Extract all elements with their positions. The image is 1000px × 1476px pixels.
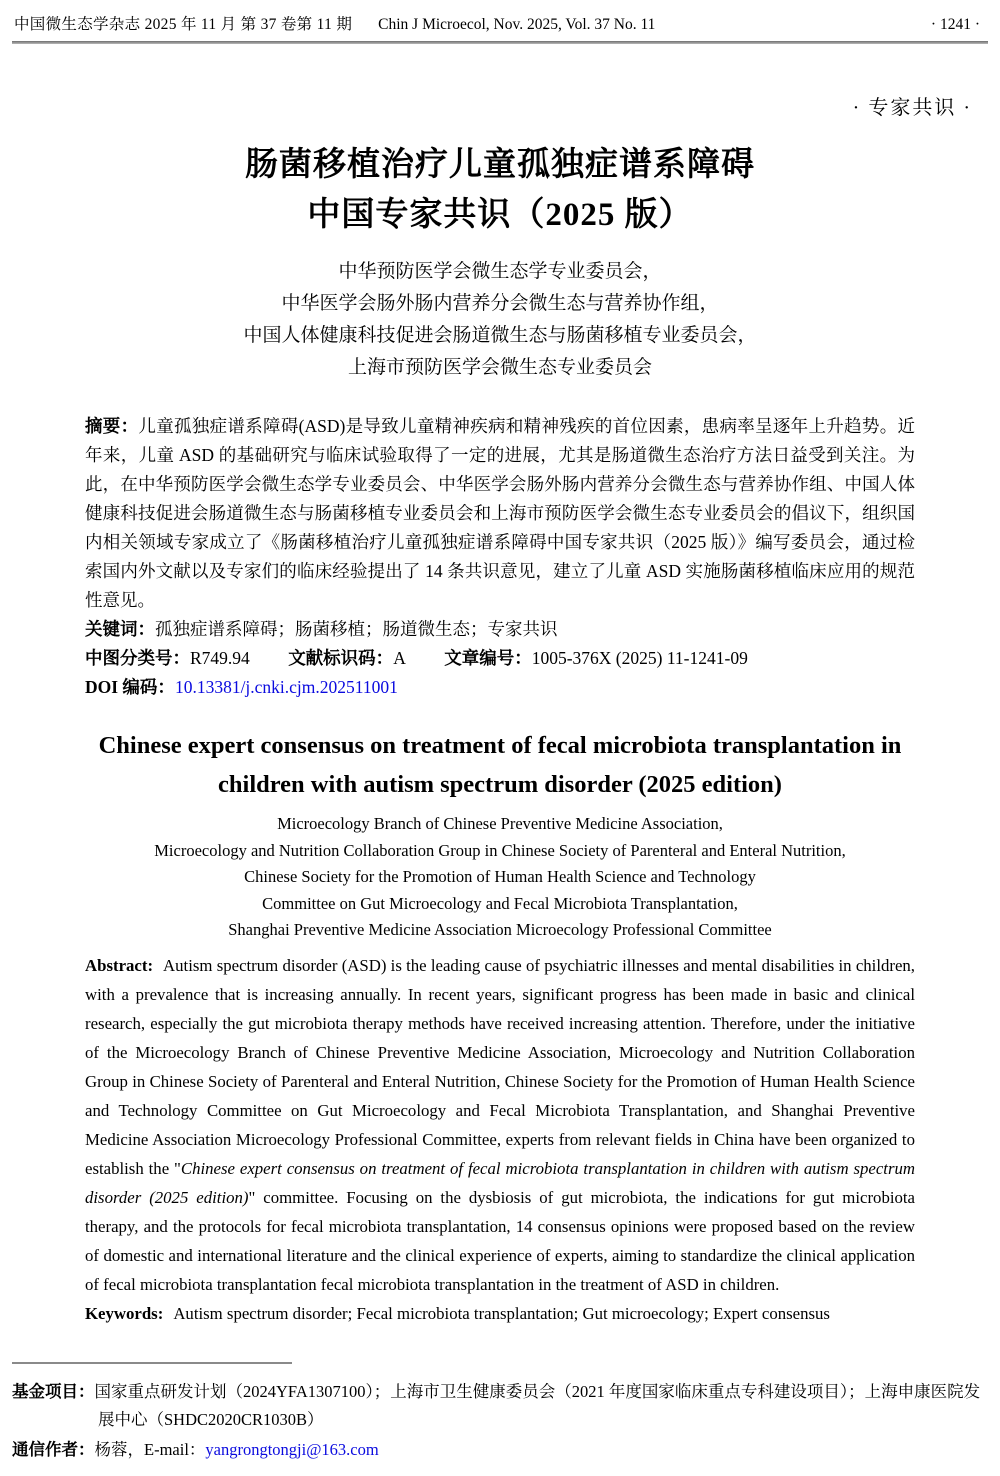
abstract-en-label: Abstract:: [85, 955, 154, 975]
article-title-cn: [0, 140, 1000, 240]
footnote-divider: [12, 1362, 292, 1364]
clc-value: R749.94: [190, 648, 250, 668]
corresponding-author-text: 杨蓉，E-mail：: [94, 1440, 206, 1459]
header-divider: [12, 41, 988, 44]
abstract-cn: [85, 412, 915, 615]
affiliation-cn-line: 中华预防医学会微生态学专业委员会，: [338, 261, 662, 282]
clc-label: 中图分类号：: [85, 648, 190, 668]
document-code-label: 文献标识码：: [288, 648, 394, 668]
affiliation-en-line: Microecology and Nutrition Collaboration Group in Chinese Society of Parenteral and Enteral Nutrition,: [154, 840, 846, 860]
journal-title-cn: 中国微生态学杂志 2025 年 11 月 第 37 卷第 11 期: [14, 16, 353, 33]
article-id-value: 1005-376X (2025) 11-1241-09: [531, 648, 748, 668]
corresponding-author-label: 通信作者：: [12, 1440, 95, 1459]
affiliation-cn-line: 上海市预防医学会微生态专业委员会: [347, 357, 652, 378]
article-title-cn-line2: 中国专家共识（2025 版）: [307, 197, 693, 233]
article-id: [444, 648, 748, 668]
footnote-block: [12, 1362, 988, 1464]
page-number: · 1241 ·: [930, 16, 980, 33]
article-id-label: 文章编号：: [444, 648, 532, 668]
doi-label: DOI 编码：: [85, 677, 175, 697]
keywords-cn: [85, 615, 915, 644]
doi-link[interactable]: 10.13381/j.cnki.cjm.202511001: [174, 677, 398, 697]
article-title-en-line2: children with autism spectrum disorder (2025 edition): [218, 771, 782, 798]
corresponding-author-email-link[interactable]: yangrongtongji@163.com: [205, 1440, 379, 1459]
abstract-cn-block: [85, 412, 915, 702]
affiliation-cn-line: 中国人体健康科技促进会肠道微生态与肠菌移植专业委员会，: [243, 325, 757, 346]
abstract-en-part2: " committee. Focusing on the dysbiosis of gut microbiota, the indications for gut microbiota therapy, and the protocols for fecal microbiota transplantation, 14 consensus opinions were proposed based on the review of domestic and international literature and the clinical experience of experts, aiming to standardize the clinical application of fecal microbiota transplantation fecal microbiota transplantation in the treatment of ASD in children.: [85, 1187, 916, 1294]
clc-number: [85, 648, 250, 668]
article-type-label: · 专家共识 ·: [852, 97, 972, 119]
keywords-en-text: Autism spectrum disorder; Fecal microbiota transplantation; Gut microecology; Expert consensus: [173, 1303, 830, 1323]
article-title-cn-line1: 肠菌移植治疗儿童孤独症谱系障碍: [245, 147, 755, 183]
article-title-en: [0, 726, 1000, 804]
abstract-cn-label: 摘要：: [85, 416, 139, 436]
affiliation-en-line: Shanghai Preventive Medicine Association Microecology Professional Committee: [228, 920, 772, 939]
keywords-cn-label: 关键词：: [85, 619, 155, 639]
affiliation-cn-line: 中华医学会肠外肠内营养分会微生态与营养协作组，: [281, 293, 719, 314]
document-code-value: A: [393, 648, 406, 668]
doi-line: [85, 673, 915, 702]
journal-header: [0, 0, 1000, 34]
corresponding-author-line: [12, 1436, 988, 1464]
fund-project-text: 国家重点研发计划（2024YFA1307100）；上海市卫生健康委员会（2021 年度国家临床重点专科建设项目）；上海申康医院发展中心（SHDC2020CR1030B）: [94, 1382, 981, 1429]
keywords-en: [85, 1299, 915, 1328]
journal-title-en: Chin J Microecol, Nov. 2025, Vol. 37 No. 11: [378, 16, 656, 33]
article-title-en-line1: Chinese expert consensus on treatment of fecal microbiota transplantation in: [98, 732, 902, 759]
meta-line: [85, 644, 915, 673]
affiliation-en-line: Microecology Branch of Chinese Preventive Medicine Association,: [277, 814, 723, 833]
keywords-en-label: Keywords:: [85, 1303, 164, 1323]
affiliations-en: [0, 811, 1000, 944]
affiliation-en-line: Committee on Gut Microecology and Fecal Microbiota Transplantation,: [262, 893, 738, 913]
fund-project-line: [12, 1378, 988, 1434]
keywords-cn-text: 孤独症谱系障碍；肠菌移植；肠道微生态；专家共识: [155, 619, 558, 639]
abstract-en-consensus-title: Chinese expert consensus on treatment of fecal microbiota transplantation in children with autism spectrum disorder (2025 edition): [85, 1158, 916, 1207]
abstract-en-part1: Autism spectrum disorder (ASD) is the leading cause of psychiatric illnesses and mental disabilities in children, with a prevalence that is increasing annually. In recent years, significant progress has been made in basic and clinical research, especially the gut microbiota therapy methods have received increasing attention. Therefore, under the initiative of the Microecology Branch of Chinese Preventive Medicine Association, Microecology and Nutrition Collaboration Group in Chinese Society of Parenteral and Enteral Nutrition, Chinese Society for the Promotion of Human Health Science and Technology Committee on Gut Microecology and Fecal Microbiota Transplantation, and Shanghai Preventive Medicine Association Microecology Professional Committee, experts from relevant fields in China have been organized to establish the ": [85, 955, 915, 1178]
fund-project-label: 基金项目：: [12, 1382, 95, 1401]
abstract-cn-text: 儿童孤独症谱系障碍(ASD)是导致儿童精神疾病和精神残疾的首位因素，患病率呈逐年上升趋势。近年来，儿童 ASD 的基础研究与临床试验取得了一定的进展，尤其是肠道微生态治疗方法日益受到关注。为此，在中华预防医学会微生态学专业委员会、中华医学会肠外肠内营养分会微生态与营养协作组、中国人体健康科技促进会肠道微生态与肠菌移植专业委员会和上海市预防医学会微生态专业委员会的倡议下，组织国内相关领域专家成立了《肠菌移植治疗儿童孤独症谱系障碍中国专家共识（2025 版）》编写委员会，通过检索国内外文献以及专家们的临床经验提出了 14 条共识意见，建立了儿童 ASD 实施肠菌移植临床应用的规范性意见。: [85, 416, 916, 610]
document-code: [288, 648, 406, 668]
affiliations-cn: [0, 256, 1000, 384]
abstract-en: [85, 951, 915, 1299]
abstract-en-block: [85, 951, 915, 1328]
affiliation-en-line: Chinese Society for the Promotion of Human Health Science and Technology: [244, 867, 756, 886]
